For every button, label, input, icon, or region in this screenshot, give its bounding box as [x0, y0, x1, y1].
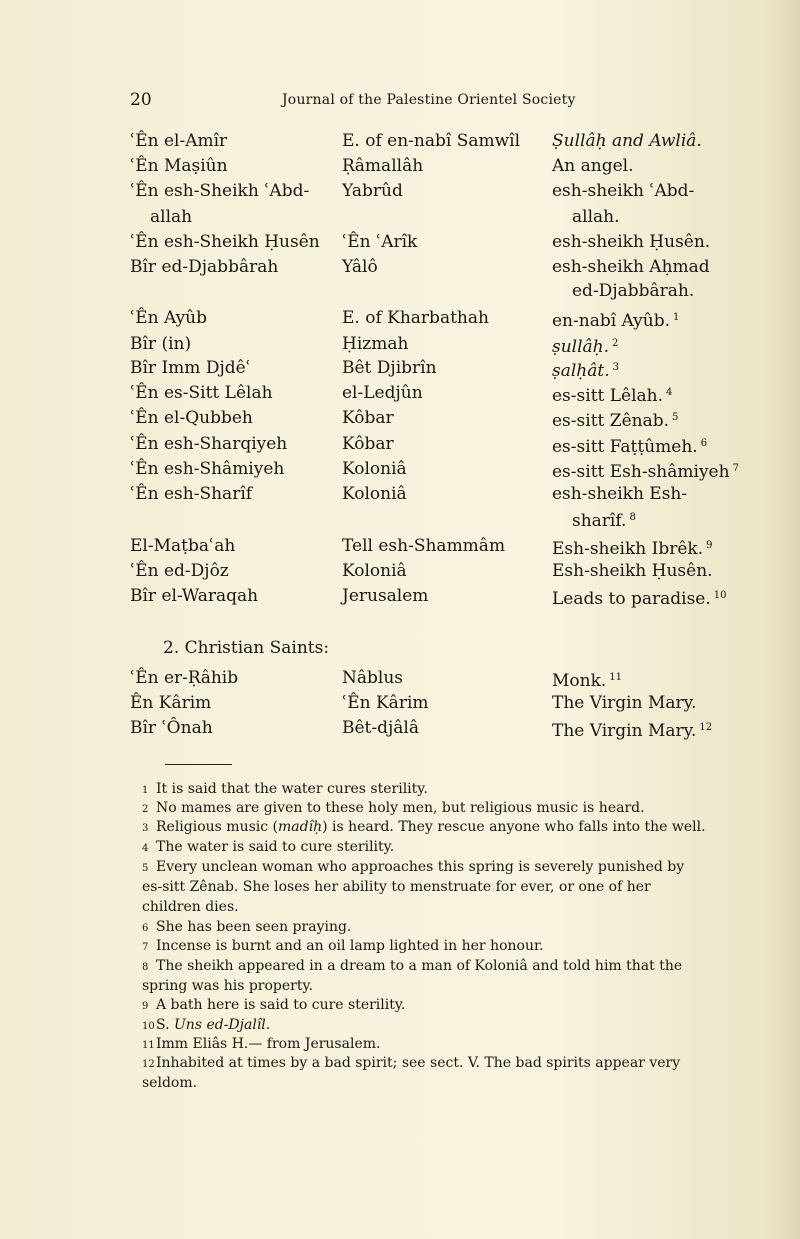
saint-name: The Virgin Mary.: [552, 693, 697, 713]
running-title: Journal of the Palestine Orientel Society: [282, 92, 576, 108]
footnote: 2 No mames are given to these holy men, but religious music is heard.: [142, 800, 645, 816]
footnote-mark: 2: [612, 338, 619, 349]
footnote: 1 It is said that the water cures sterility.: [142, 781, 428, 797]
place-name: Bîr Imm Djdêʿ: [130, 358, 251, 378]
footnote-divider: [165, 764, 232, 765]
footnote-mark: 12: [699, 722, 713, 733]
saint-name: The Virgin Mary. $^{12}$: [552, 721, 713, 741]
footnote-continuation: seldom.: [142, 1075, 198, 1091]
footnote-mark: 6: [700, 438, 708, 449]
saint-name: esh-sheikh ʿAbd-: [552, 181, 695, 201]
location: Ḥizmah: [342, 334, 409, 354]
saint-name: Monk. $^{11}$: [552, 671, 623, 691]
saint-name: es-sitt Lêlah. $^4$: [552, 386, 673, 406]
place-name: ʿÊn el-Qubbeh: [130, 408, 253, 428]
saint-name: en-nabî Ayûb. $^1$: [552, 311, 680, 331]
saint-name: esh-sheikh Aḥmad: [552, 257, 710, 277]
location: Jerusalem: [342, 586, 429, 606]
saint-name: allah.: [572, 207, 620, 227]
footnote: 11Imm Eliâs H.— from Jerusalem.: [142, 1036, 381, 1052]
footnote: 4 The water is said to cure sterility.: [142, 839, 395, 855]
saint-name: Leads to paradise. $^{10}$: [552, 589, 727, 609]
place-name: Bîr el-Waraqah: [130, 586, 259, 606]
location: Bêt Djibrîn: [342, 358, 437, 378]
location: Nâblus: [342, 668, 404, 688]
footnote-continuation: spring was his property.: [142, 978, 313, 994]
footnote-continuation: es-sitt Zênab. She loses her ability to menstruate for ever, or one of her: [142, 879, 651, 895]
location: E. of en-nabî Samwîl: [342, 131, 521, 151]
footnote: 12Inhabited at times by a bad spirit; see sect. V. The bad spirits appear very: [142, 1055, 681, 1071]
place-name: Bîr ʿÔnah: [130, 718, 213, 738]
footnote: 9 A bath here is said to cure sterility.: [142, 997, 406, 1013]
place-name: ʿÊn Maṣiûn: [130, 156, 228, 176]
location: Kôbar: [342, 408, 394, 428]
saint-name: sharîf. $^8$: [572, 511, 636, 531]
location: Yabrûd: [342, 181, 403, 201]
footnote-mark: 5: [672, 412, 679, 423]
footnote: 3 Religious music (madîḥ) is heard. They rescue anyone who falls into the well.: [142, 819, 706, 835]
saint-name: es-sitt Faṭṭûmeh. $^6$: [552, 437, 708, 457]
location: Tell esh-Shammâm: [342, 536, 506, 556]
page-number: 20: [130, 90, 152, 110]
place-name: ʿÊn el-Amîr: [130, 131, 228, 151]
place-name: ʿÊn Ayûb: [130, 308, 208, 328]
saint-name: es-sitt Esh-shâmiyeh $^7$: [552, 462, 739, 482]
footnote-mark: 9: [706, 540, 713, 551]
footnote-mark: 3: [612, 362, 619, 373]
place-name: allah: [150, 207, 193, 227]
location: Ṛâmallâh: [342, 156, 424, 176]
location: Bêt-djâlâ: [342, 718, 419, 738]
footnote-continuation: children dies.: [142, 899, 239, 915]
footnote-mark: 8: [629, 512, 636, 523]
location: ʿÊn ʿArîk: [342, 232, 418, 252]
saint-name: Esh-sheikh Ibrêk. $^9$: [552, 539, 713, 559]
location: ʿÊn Kârim: [342, 693, 429, 713]
location: Kôbar: [342, 434, 394, 454]
location: E. of Kharbathah: [342, 308, 489, 328]
saint-name: Esh-sheikh Ḥusên.: [552, 561, 713, 581]
footnote: 5 Every unclean woman who approaches this spring is severely punished by: [142, 859, 685, 875]
footnote-mark: 4: [666, 387, 673, 398]
saint-name: ed-Djabbârah.: [572, 281, 695, 301]
footnote: 7 Incense is burnt and an oil lamp lighted in her honour.: [142, 938, 544, 954]
place-name: ʿÊn ed-Djôz: [130, 561, 229, 581]
saint-name: esh-sheikh Esh-: [552, 484, 688, 504]
place-name: Bîr (in): [130, 334, 192, 354]
section-heading: 2. Christian Saints:: [163, 638, 330, 658]
place-name: ʿÊn esh-Sheikh ʿAbd-: [130, 181, 310, 201]
location: Yâlô: [342, 257, 378, 277]
location: Koloniâ: [342, 561, 407, 581]
place-name: ʿÊn esh-Shâmiyeh: [130, 459, 285, 479]
saint-name: ṣalḥât. $^3$: [552, 361, 619, 381]
place-name: ʿÊn es-Sitt Lêlah: [130, 383, 273, 403]
place-name: ʿÊn esh-Sheikh Ḥusên: [130, 232, 320, 252]
place-name: Ên Kârim: [130, 693, 212, 713]
saint-name: An angel.: [552, 156, 634, 176]
saint-name: esh-sheikh Ḥusên.: [552, 232, 711, 252]
footnote-mark: 11: [609, 672, 623, 683]
location: Koloniâ: [342, 484, 407, 504]
place-name: ʿÊn esh-Sharîf: [130, 484, 253, 504]
saint-name: es-sitt Zênab. $^5$: [552, 411, 679, 431]
place-name: El-Maṭbaʿah: [130, 536, 236, 556]
place-name: ʿÊn esh-Sharqiyeh: [130, 434, 288, 454]
footnote-mark: 10: [713, 590, 727, 601]
saint-name: ṣullâḥ. $^2$: [552, 337, 619, 357]
footnote-mark: 7: [732, 463, 739, 474]
place-name: ʿÊn er-Ṛâhib: [130, 668, 239, 688]
footnote: 8 The sheikh appeared in a dream to a man of Koloniâ and told him that the: [142, 958, 683, 974]
location: Koloniâ: [342, 459, 407, 479]
footnote: 10S. Uns ed-Djalîl.: [142, 1017, 271, 1033]
saint-name: Ṣullâḥ and Awliâ.: [552, 131, 702, 151]
place-name: Bîr ed-Djabbârah: [130, 257, 279, 277]
footnote: 6 She has been seen praying.: [142, 919, 352, 935]
location: el-Ledjûn: [342, 383, 423, 403]
footnote-mark: 1: [673, 312, 680, 323]
